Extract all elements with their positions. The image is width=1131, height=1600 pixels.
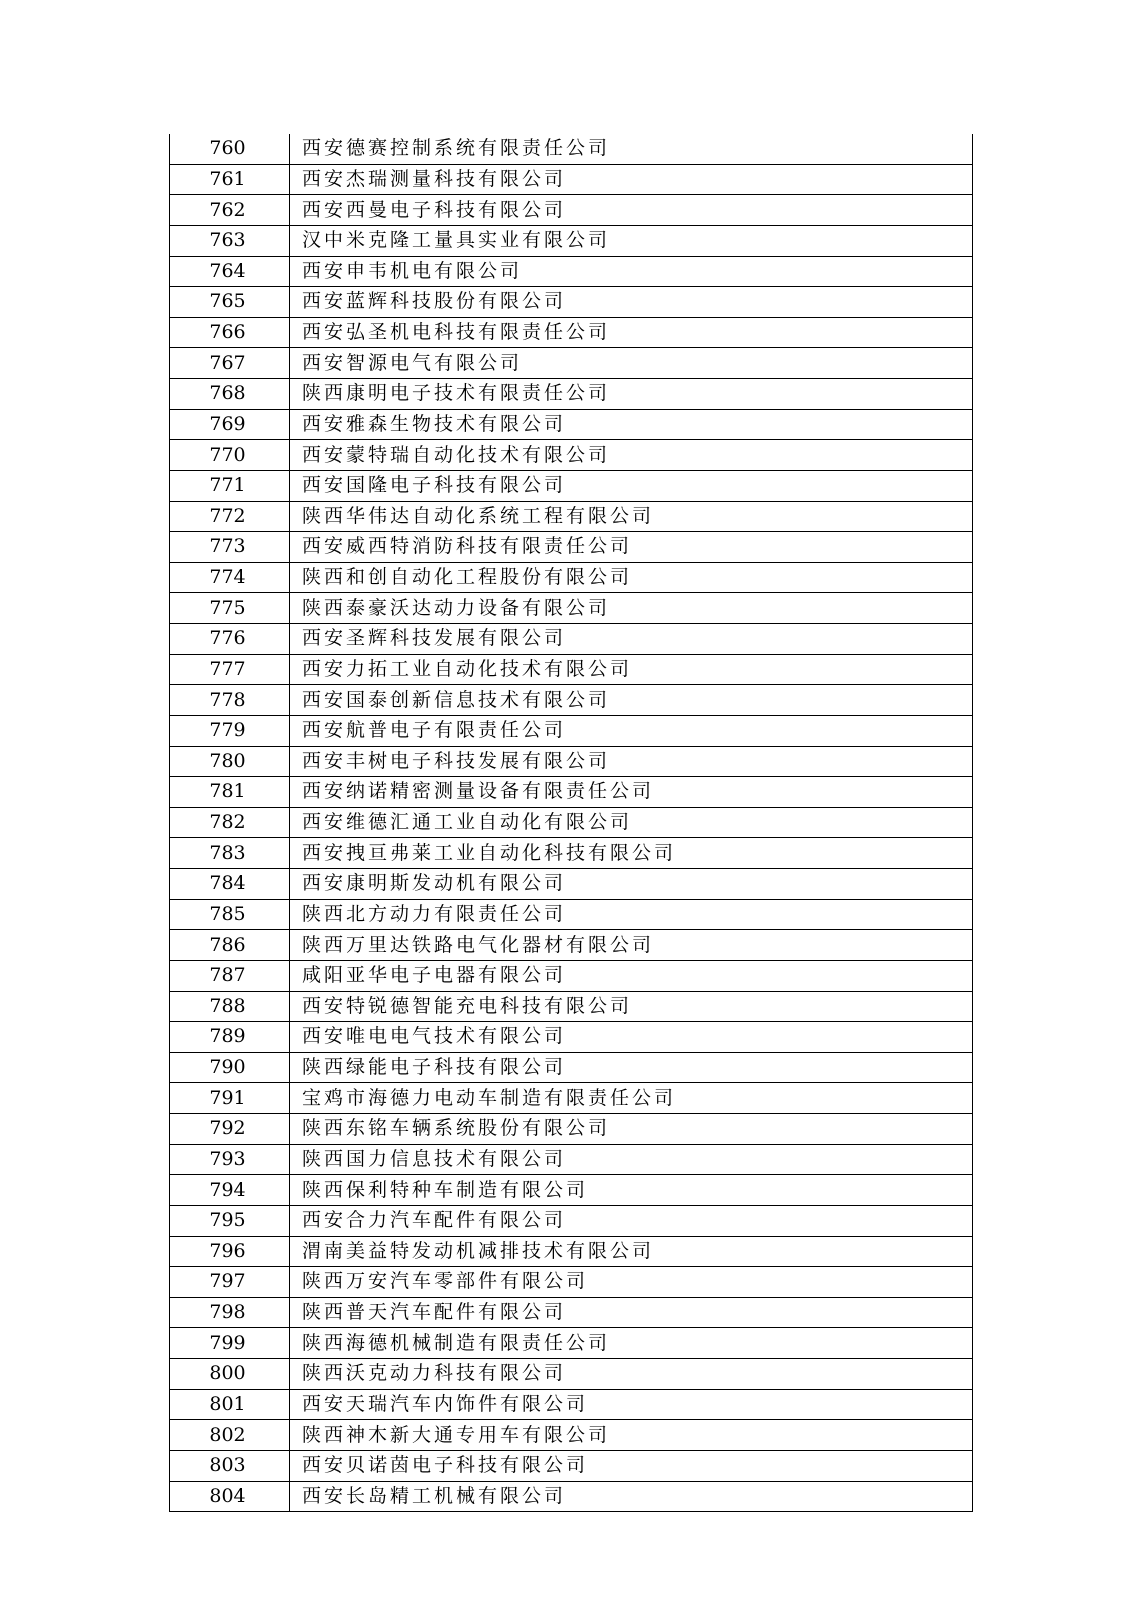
company-name: 陕西普天汽车配件有限公司 [290,1297,973,1328]
company-name: 陕西万里达铁路电气化器材有限公司 [290,930,973,961]
company-name: 西安合力汽车配件有限公司 [290,1205,973,1236]
row-number: 798 [170,1297,290,1328]
row-number: 779 [170,715,290,746]
table-row [170,1420,973,1451]
company-name: 西安康明斯发动机有限公司 [290,869,973,900]
company-name: 西安丰树电子科技发展有限公司 [290,746,973,777]
table-row [170,470,973,501]
company-name: 西安智源电气有限公司 [290,348,973,379]
company-name: 陕西国力信息技术有限公司 [290,1144,973,1175]
table-row [170,195,973,226]
table-row [170,1144,973,1175]
company-name: 陕西神木新大通专用车有限公司 [290,1420,973,1451]
company-name: 西安国隆电子科技有限公司 [290,470,973,501]
table-row [170,715,973,746]
company-name: 陕西海德机械制造有限责任公司 [290,1328,973,1359]
company-name: 西安德赛控制系统有限责任公司 [290,134,973,164]
company-name: 宝鸡市海德力电动车制造有限责任公司 [290,1083,973,1114]
row-number: 769 [170,409,290,440]
company-name: 西安蓝辉科技股份有限公司 [290,287,973,318]
row-number: 783 [170,838,290,869]
row-number: 780 [170,746,290,777]
table-row [170,1267,973,1298]
company-name: 陕西沃克动力科技有限公司 [290,1359,973,1390]
table-row [170,1175,973,1206]
table-row [170,1450,973,1481]
row-number: 763 [170,225,290,256]
company-name: 陕西北方动力有限责任公司 [290,899,973,930]
table-body [170,134,973,1512]
row-number: 789 [170,1022,290,1053]
company-name: 陕西保利特种车制造有限公司 [290,1175,973,1206]
table-row [170,1022,973,1053]
company-name: 陕西东铭车辆系统股份有限公司 [290,1114,973,1145]
table-row [170,317,973,348]
table-row [170,1236,973,1267]
table-row [170,899,973,930]
company-name: 陕西泰豪沃达动力设备有限公司 [290,593,973,624]
row-number: 784 [170,869,290,900]
row-number: 761 [170,164,290,195]
row-number: 799 [170,1328,290,1359]
company-name: 西安蒙特瑞自动化技术有限公司 [290,440,973,471]
table-row [170,991,973,1022]
row-number: 794 [170,1175,290,1206]
table-row [170,287,973,318]
table-row [170,807,973,838]
table-row [170,256,973,287]
row-number: 760 [170,134,290,164]
table-row [170,1114,973,1145]
table-row [170,624,973,655]
table-row [170,409,973,440]
company-name: 西安贝诺茵电子科技有限公司 [290,1450,973,1481]
company-name: 陕西绿能电子科技有限公司 [290,1052,973,1083]
table-row [170,1083,973,1114]
company-name: 西安唯电电气技术有限公司 [290,1022,973,1053]
company-name: 西安天瑞汽车内饰件有限公司 [290,1389,973,1420]
company-name: 咸阳亚华电子电器有限公司 [290,960,973,991]
company-name: 陕西和创自动化工程股份有限公司 [290,562,973,593]
row-number: 771 [170,470,290,501]
row-number: 803 [170,1450,290,1481]
table-row [170,562,973,593]
table-row [170,1052,973,1083]
table-row [170,1359,973,1390]
table-row [170,1389,973,1420]
row-number: 787 [170,960,290,991]
table-row [170,685,973,716]
company-name: 渭南美益特发动机减排技术有限公司 [290,1236,973,1267]
table-row [170,1297,973,1328]
row-number: 796 [170,1236,290,1267]
table-row [170,348,973,379]
row-number: 785 [170,899,290,930]
table-row [170,869,973,900]
company-name: 汉中米克隆工量具实业有限公司 [290,225,973,256]
row-number: 775 [170,593,290,624]
row-number: 776 [170,624,290,655]
company-name: 西安申韦机电有限公司 [290,256,973,287]
table-row [170,1205,973,1236]
company-name: 西安特锐德智能充电科技有限公司 [290,991,973,1022]
row-number: 786 [170,930,290,961]
table-row [170,501,973,532]
table-row [170,379,973,410]
row-number: 765 [170,287,290,318]
row-number: 774 [170,562,290,593]
table-row [170,1481,973,1512]
company-name: 西安拽亘弗莱工业自动化科技有限公司 [290,838,973,869]
row-number: 800 [170,1359,290,1390]
row-number: 781 [170,777,290,808]
company-name: 西安弘圣机电科技有限责任公司 [290,317,973,348]
row-number: 804 [170,1481,290,1512]
row-number: 791 [170,1083,290,1114]
row-number: 793 [170,1144,290,1175]
row-number: 762 [170,195,290,226]
table-row [170,440,973,471]
row-number: 792 [170,1114,290,1145]
company-list-table [169,134,973,1512]
row-number: 782 [170,807,290,838]
company-name: 西安维德汇通工业自动化有限公司 [290,807,973,838]
company-name: 西安威西特消防科技有限责任公司 [290,532,973,563]
company-name: 西安杰瑞测量科技有限公司 [290,164,973,195]
table-row [170,930,973,961]
company-name: 西安航普电子有限责任公司 [290,715,973,746]
row-number: 764 [170,256,290,287]
row-number: 788 [170,991,290,1022]
table-row [170,838,973,869]
row-number: 801 [170,1389,290,1420]
table-row [170,532,973,563]
row-number: 770 [170,440,290,471]
table-row [170,593,973,624]
row-number: 766 [170,317,290,348]
company-name: 陕西康明电子技术有限责任公司 [290,379,973,410]
table-row [170,1328,973,1359]
company-name: 陕西万安汽车零部件有限公司 [290,1267,973,1298]
company-name: 西安纳诺精密测量设备有限责任公司 [290,777,973,808]
row-number: 772 [170,501,290,532]
table-row [170,134,973,164]
row-number: 767 [170,348,290,379]
company-name: 西安西曼电子科技有限公司 [290,195,973,226]
row-number: 777 [170,654,290,685]
table-row [170,225,973,256]
row-number: 790 [170,1052,290,1083]
row-number: 773 [170,532,290,563]
row-number: 795 [170,1205,290,1236]
company-name: 西安长岛精工机械有限公司 [290,1481,973,1512]
company-name: 西安国泰创新信息技术有限公司 [290,685,973,716]
row-number: 802 [170,1420,290,1451]
table-row [170,654,973,685]
company-name: 陕西华伟达自动化系统工程有限公司 [290,501,973,532]
company-name: 西安雅森生物技术有限公司 [290,409,973,440]
row-number: 797 [170,1267,290,1298]
table-row [170,960,973,991]
row-number: 768 [170,379,290,410]
row-number: 778 [170,685,290,716]
company-name: 西安圣辉科技发展有限公司 [290,624,973,655]
table-row [170,746,973,777]
table-row [170,164,973,195]
table-row [170,777,973,808]
company-name: 西安力拓工业自动化技术有限公司 [290,654,973,685]
